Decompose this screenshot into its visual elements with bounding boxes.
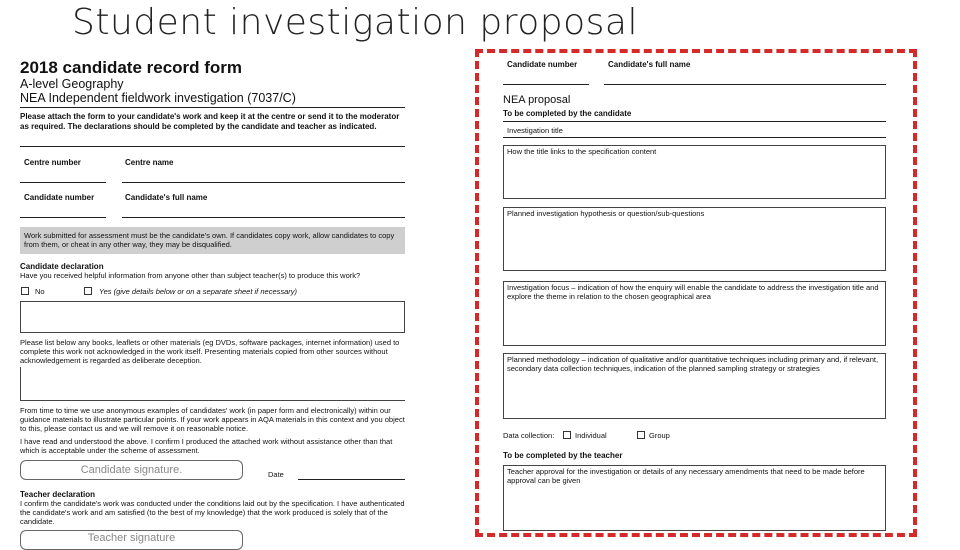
candidate-signature-label: Candidate signature.	[80, 464, 183, 476]
notice-text: Work submitted for assessment must be the candidate's own. If candidates copy work, allow candidates to copy from them, or cheat in any other way, they may be disqualified.	[24, 231, 395, 249]
candidate-number-label: Candidate number	[24, 193, 95, 202]
yes-option-label: Yes (give details below or on a separate sheet if necessary)	[99, 287, 298, 296]
no-option-label: No	[35, 287, 45, 296]
help-details-box[interactable]	[20, 301, 405, 333]
right-candidate-number-label: Candidate number	[507, 60, 578, 69]
centre-number-label: Centre number	[24, 158, 81, 167]
investigation-focus-label: Investigation focus – indication of how the enquiry will enable the candidate to address the investigation title and explore the theme in relation to the chosen geographical area	[507, 283, 879, 301]
confirmation-text: I have read and understood the above. I confirm I produced the attached work without assistance other than that which is acceptable under the scheme of assessment.	[20, 437, 393, 455]
teacher-declaration-text: I confirm the candidate's work was conducted under the conditions laid out by the specification. I have authenticated the candidate's work and am satisfied (to the best of my knowledge) that the work produced is solely that of the candidate.	[20, 499, 405, 526]
centre-name-label: Centre name	[125, 158, 174, 167]
divider	[20, 107, 405, 108]
date-label: Date	[268, 470, 284, 479]
centre-name-field[interactable]	[122, 182, 405, 183]
candidate-signature-field[interactable]	[20, 460, 243, 480]
form-subheading-component: NEA Independent fieldwork investigation (7037/C)	[20, 91, 296, 105]
title-links-label: How the title links to the specification content	[507, 147, 657, 156]
help-question: Have you received helpful information from anyone other than subject teacher(s) to produce this work?	[20, 271, 361, 280]
materials-text: Please list below any books, leaflets or other materials (eg DVDs, software packages, internet information) used to complete this work not acknowledged in the work itself. Presenting materials copied from other sources without acknowledgement is regarded as deliberate deception.	[20, 338, 400, 365]
candidate-full-name-field[interactable]	[122, 217, 405, 218]
candidate-declaration-heading: Candidate declaration	[20, 262, 104, 271]
completed-by-candidate: To be completed by the candidate	[503, 109, 632, 118]
nea-proposal-heading: NEA proposal	[503, 94, 571, 106]
centre-number-field[interactable]	[20, 182, 106, 183]
slide-title: Student investigation proposal	[72, 2, 638, 43]
hypothesis-label: Planned investigation hypothesis or question/sub-questions	[507, 209, 705, 218]
teacher-approval-label: Teacher approval for the investigation or details of any necessary amendments that need to be made before approval can be given	[507, 467, 865, 485]
teacher-signature-label: Teacher signature	[87, 532, 176, 544]
form-subheading-course: A-level Geography	[20, 77, 124, 91]
date-field[interactable]	[298, 479, 405, 480]
anonymous-examples-text: From time to time we use anonymous examples of candidates' work (in paper form and electronically) within our guidance materials to illustrate particular points. If your work appears in AQA materials in this context and you object to this, please contact us and we will remove it on reasonable notice.	[20, 406, 405, 433]
form-heading: 2018 candidate record form	[20, 58, 243, 77]
investigation-title-label: Investigation title	[507, 126, 563, 135]
teacher-signature-field[interactable]	[20, 530, 243, 550]
right-candidate-full-name-label: Candidate's full name	[608, 60, 691, 69]
yes-checkbox[interactable]	[84, 287, 92, 295]
no-checkbox[interactable]	[21, 287, 29, 295]
form-instructions: Please attach the form to your candidate's work and keep it at the centre or send it to the moderator as required. The declarations should be completed by the candidate and teacher as indicated.	[20, 112, 400, 131]
completed-by-teacher: To be completed by the teacher	[503, 451, 623, 460]
proposal-highlight-frame	[475, 49, 917, 537]
divider	[20, 146, 405, 147]
individual-option-label: Individual	[575, 431, 607, 440]
teacher-declaration-heading: Teacher declaration	[20, 490, 95, 499]
candidate-number-field[interactable]	[20, 217, 106, 218]
data-collection-label: Data collection:	[503, 431, 555, 440]
materials-box[interactable]	[20, 367, 405, 401]
methodology-label: Planned methodology – indication of qualitative and/or quantitative techniques including primary and, if relevant, secondary data collection techniques, indication of the planned sampling strategy or strategies	[507, 355, 879, 373]
candidate-full-name-label: Candidate's full name	[125, 193, 208, 202]
group-option-label: Group	[649, 431, 670, 440]
